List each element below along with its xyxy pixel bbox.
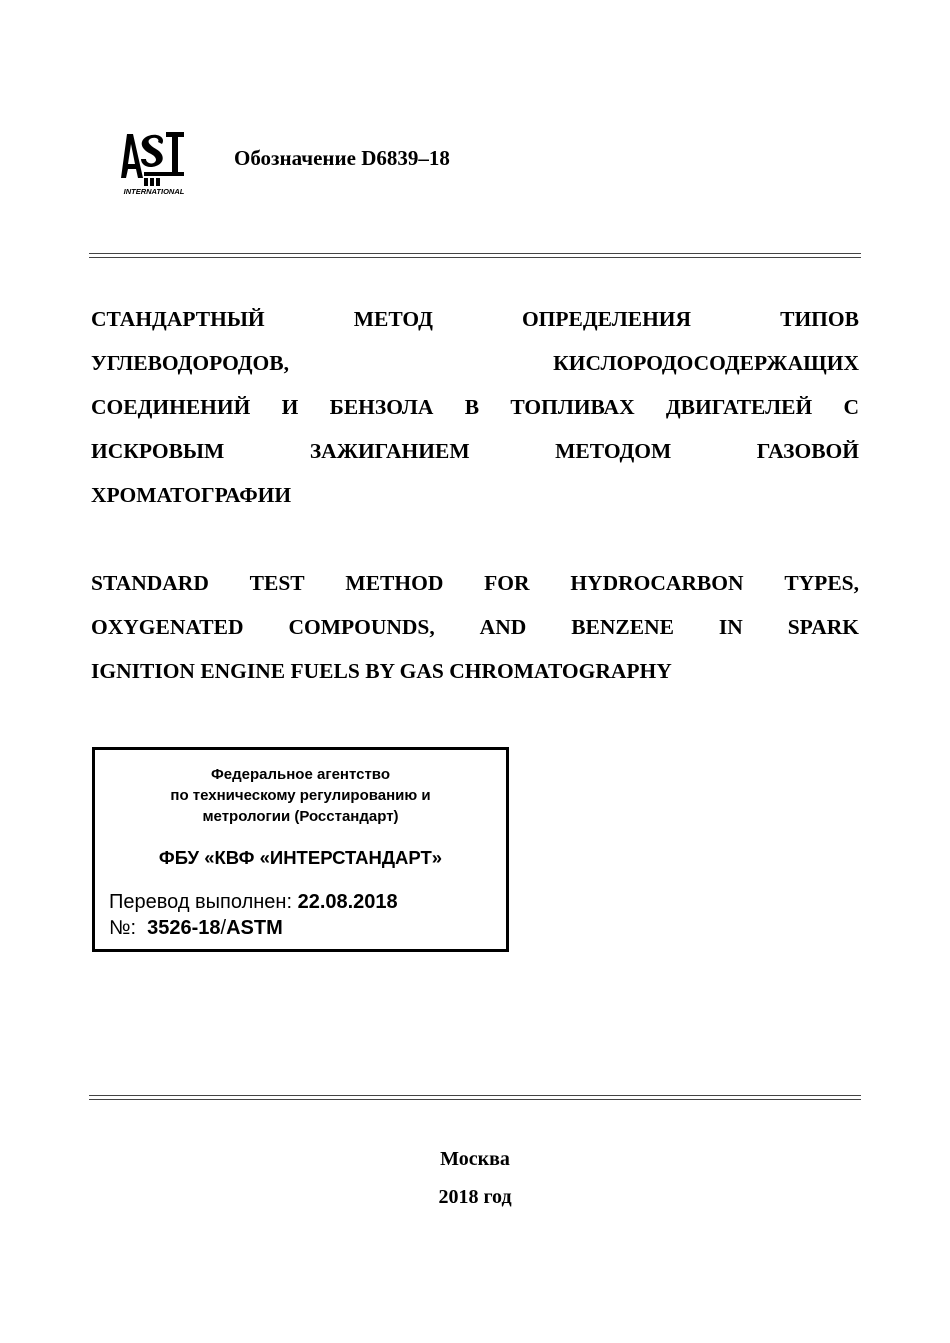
designation: Обозначение D6839–18 [234,146,450,170]
divider-top [89,253,861,258]
title-en-line-3: IGNITION ENGINE FUELS BY GAS CHROMATOGRAPHY [91,659,672,683]
title-ru-line-1: СТАНДАРТНЫЙ МЕТОД ОПРЕДЕЛЕНИЯ ТИПОВ [91,307,859,331]
publication-year: 2018 год [438,1186,512,1208]
title-english [91,561,859,693]
divider-bottom [89,1095,861,1100]
title-ru-line-4: ИСКРОВЫМ ЗАЖИГАНИЕМ МЕТОДОМ ГАЗОВОЙ [91,439,859,463]
title-ru-line-2: УГЛЕВОДОРОДОВ, КИСЛОРОДОСОДЕРЖАЩИХ [91,351,859,375]
translation-stamp [92,747,509,952]
stamp-organization: ФБУ «КВФ «ИНТЕРСТАНДАРТ» [158,847,443,868]
stamp-translation-date: Перевод выполнен: 22.08.2018 [109,891,398,913]
stamp-number: №: 3526-18/ASTM [109,917,283,939]
stamp-agency: Федеральное агентство по техническому регулированию и метрологии (Росстандарт) [170,766,431,825]
astm-logo [114,128,194,198]
title-ru-line-5: ХРОМАТОГРАФИИ [91,483,292,507]
publication-city: Москва [440,1148,510,1170]
logo-wordmark: INTERNATIONAL [123,187,185,196]
title-russian [91,297,859,517]
title-en-line-2: OXYGENATED COMPOUNDS, AND BENZENE IN SPARK [91,615,859,639]
title-ru-line-3: СОЕДИНЕНИЙ И БЕНЗОЛА В ТОПЛИВАХ ДВИГАТЕЛЕЙ С [91,395,859,419]
title-en-line-1: STANDARD TEST METHOD FOR HYDROCARBON TYPES, [91,571,859,595]
